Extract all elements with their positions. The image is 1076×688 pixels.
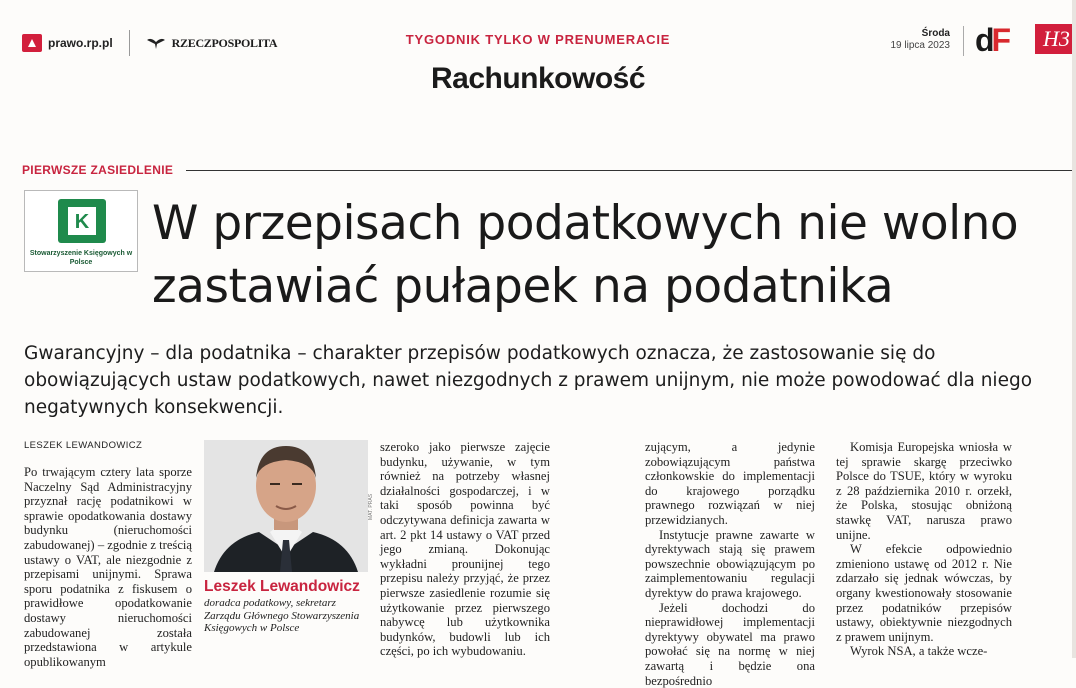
portrait-image [204,440,368,572]
df-logo-d: d [975,22,992,58]
section-title: Rachunkowość [430,62,646,95]
body-column-4 [836,440,1012,659]
author-name: Leszek Lewandowicz [204,578,360,595]
photo-credit: MAT. PRAS [368,493,374,520]
skwp-mark-icon: K [58,199,106,243]
divider [963,26,964,56]
body-column-3 [645,440,815,688]
skwp-logo-text: Stowarzyszenie Księgowych w Polsce [29,250,133,266]
skwp-logo [24,190,138,272]
page-number: H3 [1035,24,1076,54]
site-name[interactable]: prawo.rp.pl [48,36,113,50]
paragraph: Instytucje prawne zawarte w dyrektywach stają się prawem powszechnie obowiązującym po zaimplementowaniu regulacji dyrektyw do prawa krajowego. [645,527,815,600]
paragraph: Komisja Europejska wniosła w tej sprawie skargę przeciwko Polsce do TSUE, który w wyroku z 28 października 2010 r. orzekł, że Polska, stosując obniżoną stawkę VAT, narusza prawo unijne. [836,440,1012,542]
df-logo [975,22,1008,59]
supplement-kicker: TYGODNIK TYLKO W PRENUMERACIE [405,32,671,47]
issue-date [891,28,951,52]
body-column-1 [24,465,192,669]
paragraph: W efekcie odpowiednio zmieniono ustawę od 2012 r. Nie zdarzało się jednak wówczas, by organy kwestionowały stosowanie przez podatników przepisów ustawy, obiektywnie niezgodnych z prawem unijnym. [836,542,1012,644]
page-edge [1072,0,1076,658]
paragraph: Po trwającym cztery lata sporze Naczelny Sąd Administracyjny przyznał rację podatnikowi w sprawie opodatkowania dostawy budynku (nieruchomości zabudowanej) – zgodnie z treścią ustawy o VAT, ale niezgodnie z przepisami unijnymi. Sprawa sporu podatnika z fiskusem o prawidłowe opodatkowanie dostawy nieruchomości zabudowanej została przedstawiona w artykule opublikowanym [24,465,192,669]
article-lead: Gwarancyjny – dla podatnika – charakter przepisów podatkowych oznacza, że zastosowanie się do obowiązujących ustaw podatkowych, nawet niezgodnych z prawem unijnym, nie może powodować dla niego negatywnych konsekwencji. [24,343,1033,418]
byline: LESZEK LEWANDOWICZ [24,440,143,451]
paragraph: szeroko jako pierwsze zajęcie budynku, używanie, w tym również na potrzeby własnej działalności gospodarczej, i w taki sposób powinna być odczytywana definicja zawarta w art. 2 pkt 14 ustawy o VAT przed jego zmianą. Dokonując wykładni prounijnej tego przepisu należy przyjąć, że przez pierwsze zasiedlenie rozumie się użytkowanie przez pierwszego nabywcę lub użytkownika budynków, budowli lub ich części, po ich wybudowaniu. [380,440,550,659]
paragraph: Wyrok NSA, a także wcze- [850,644,988,659]
paragraph: zującym, a jedynie zobowiązującym państwa członkowskie do implementacji do krajowego porządku prawnego rozwiązań w niej przewidzianych. [645,440,815,527]
author-photo [204,440,368,572]
df-logo-f: F [991,22,1009,58]
issue-day: Środa [921,28,950,39]
kicker-rule [186,170,1072,171]
newspaper-name: RZECZPOSPOLITA [171,35,278,50]
article-headline: W przepisach podatkowych nie wolno zastawiać pułapek na podatnika [152,196,1019,314]
issue-date-text: 19 lipca 2023 [890,40,950,51]
body-column-2 [380,440,550,659]
article-kicker: PIERWSZE ZASIEDLENIE [22,163,174,177]
author-role: doradca podatkowy, sekretarz Zarządu Głównego Stowarzyszenia Księgowych w Polsce [204,597,360,634]
paragraph: Jeżeli dochodzi do nieprawidłowej implementacji dyrektywy obywatel ma prawo powołać się na normę w niej zawartą i będzie ona bezpośrednio [645,600,815,688]
